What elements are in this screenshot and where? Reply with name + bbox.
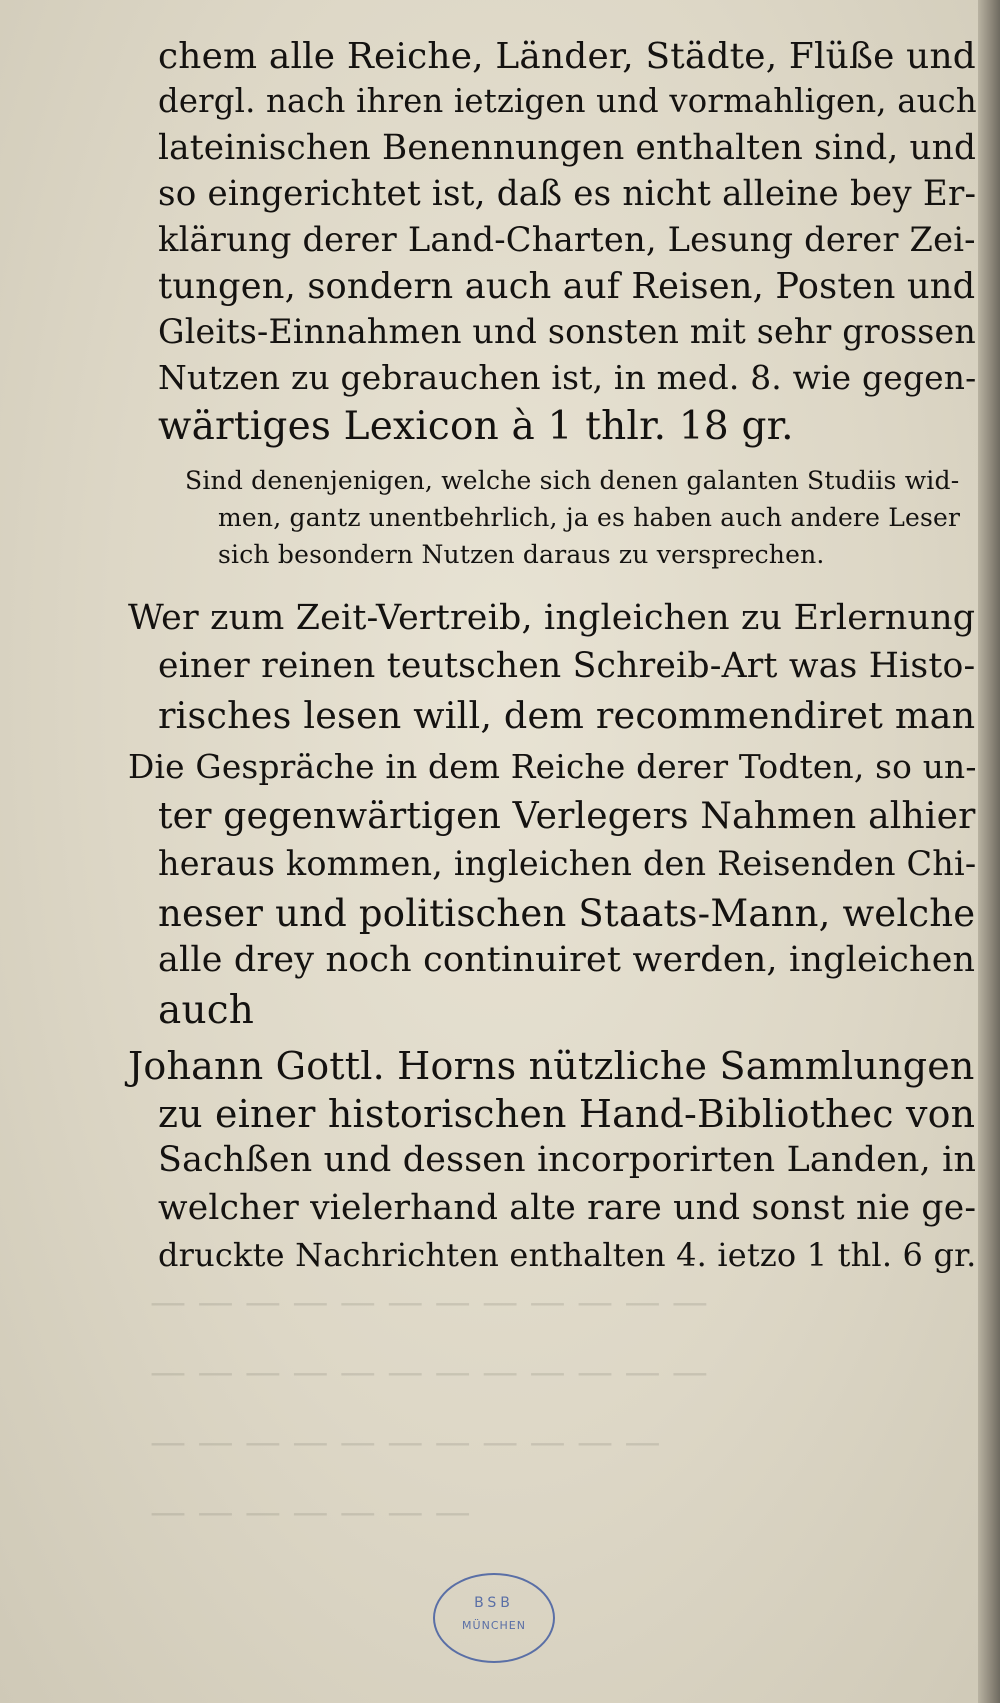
library-stamp	[433, 1573, 555, 1663]
text-line: Wer zum Zeit-Vertreib, ingleichen zu Erlernung	[128, 598, 976, 638]
text-line-note: men, gantz unentbehrlich, ja es haben auch andere Leser	[218, 503, 961, 532]
bleed-through-mark: — — — — — — —	[150, 1492, 471, 1533]
text-line: alle drey noch continuiret werden, ingleichen	[158, 940, 976, 980]
text-line: welcher vielerhand alte rare und sonst nie ge-	[158, 1188, 977, 1228]
stamp-line-2: MÜNCHEN	[462, 1619, 526, 1632]
bleed-through-mark: — — — — — — — — — — —	[150, 1422, 661, 1463]
text-line: zu einer historischen Hand-Bibliothec von	[158, 1092, 976, 1136]
text-line: heraus kommen, ingleichen den Reisenden Chi-	[158, 844, 977, 883]
text-line: wärtiges Lexicon à 1 thlr. 18 gr.	[158, 404, 794, 449]
text-line: Sachßen und dessen incorporirten Landen, in	[158, 1140, 977, 1180]
text-line: auch	[158, 988, 255, 1033]
text-line: dergl. nach ihren ietzigen und vormahligen, auch	[158, 82, 977, 120]
bleed-through-mark: — — — — — — — — — — — —	[150, 1282, 708, 1323]
text-line: einer reinen teutschen Schreib-Art was Histo-	[158, 646, 976, 686]
text-line: tungen, sondern auch auf Reisen, Posten und	[158, 266, 976, 307]
text-line: Nutzen zu gebrauchen ist, in med. 8. wie gegen-	[158, 358, 977, 397]
text-line: Johann Gottl. Horns nützliche Sammlungen	[128, 1044, 975, 1088]
text-line: neser und politischen Staats-Mann, welche	[158, 892, 976, 935]
text-line: Gleits-Einnahmen und sonsten mit sehr grossen	[158, 312, 976, 351]
text-line: klärung derer Land-Charten, Lesung derer Zei-	[158, 220, 976, 259]
text-line-note: Sind denenjenigen, welche sich denen galanten Studiis wid-	[185, 466, 960, 495]
text-line-note: sich besondern Nutzen daraus zu versprechen.	[218, 540, 825, 569]
bleed-through-mark: — — — — — — — — — — — —	[150, 1352, 708, 1393]
text-line: ter gegenwärtigen Verlegers Nahmen alhier	[158, 796, 976, 837]
text-line: chem alle Reiche, Länder, Städte, Flüße und	[158, 36, 976, 77]
text-line: risches lesen will, dem recommendiret man	[158, 694, 976, 737]
text-line: so eingerichtet ist, daß es nicht alleine bey Er-	[158, 174, 977, 214]
text-line: Die Gespräche in dem Reiche derer Todten, so un-	[128, 748, 977, 786]
stamp-line-1: BSB	[474, 1595, 514, 1611]
text-line: lateinischen Benennungen enthalten sind, und	[158, 128, 977, 168]
text-line: druckte Nachrichten enthalten 4. ietzo 1 thl. 6 gr.	[158, 1236, 977, 1274]
